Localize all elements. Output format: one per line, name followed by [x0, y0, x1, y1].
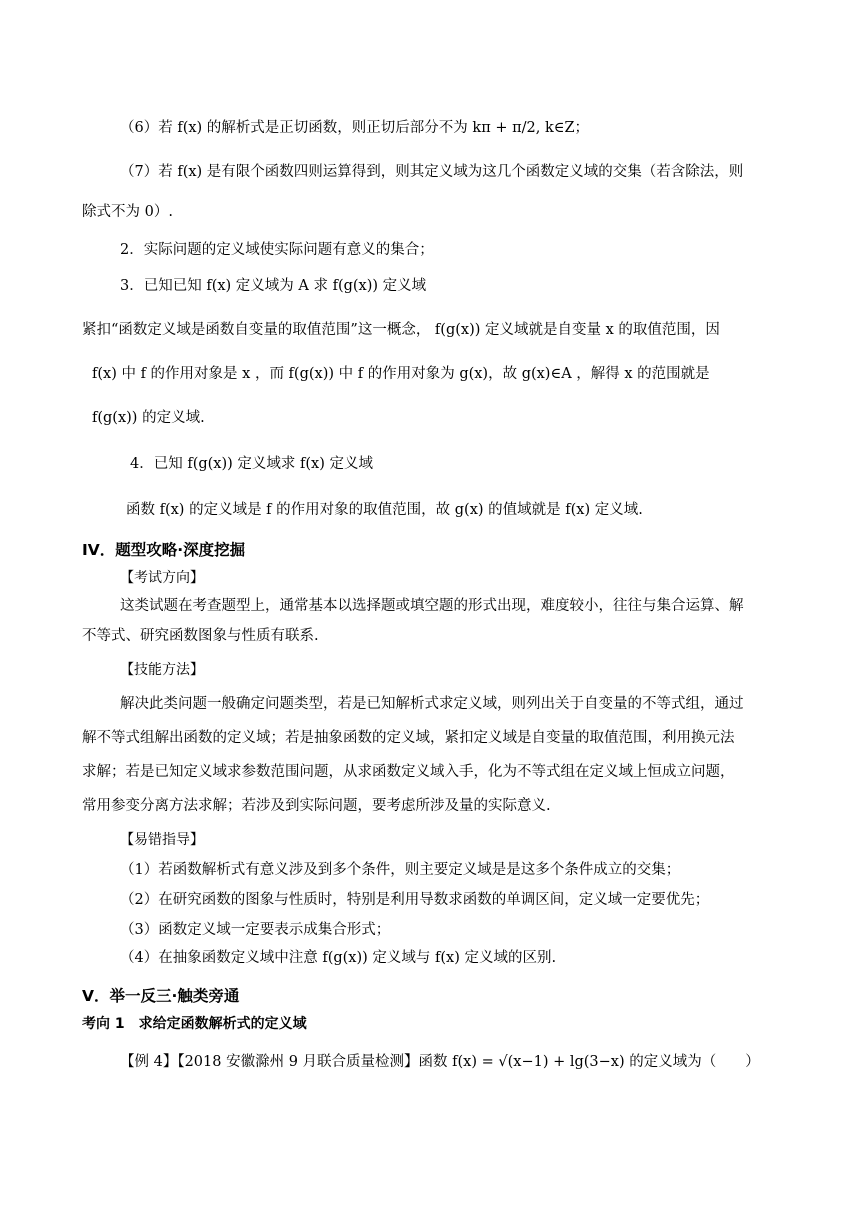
text-line-16: 解决此类问题一般确定问题类型，若是已知解析式求定义域，则列出关于自变量的不等式组，通过	[120, 696, 744, 712]
text-line-17: 解不等式组解出函数的定义域；若是抽象函数的定义域，紧扣定义域是自变量的取值范围，利用换元法	[82, 730, 735, 746]
tag-error-guide: 【易错指导】	[120, 832, 204, 848]
text-line-5: 3．已知已知 f(x) 定义域为 A 求 f(g(x)) 定义域	[120, 278, 427, 294]
text-line-23: （3）函数定义域一定要表示成集合形式；	[120, 922, 391, 938]
example-4: 【例 4】【2018 安徽滁州 9 月联合质量检测】函数 f(x) = √(x−1) + lg(3−x) 的定义域为（ ）	[120, 1054, 760, 1070]
text-line-8: f(g(x)) 的定义域.	[92, 410, 205, 426]
text-line-1: （6）若 f(x) 的解析式是正切函数，则正切后部分不为 kπ + π/2, k∈Z；	[120, 120, 590, 136]
text-line-6: 紧扣“函数定义域是函数自变量的取值范围”这一概念， f(g(x)) 定义域就是自变量 x 的取值范围，因	[82, 322, 720, 338]
tag-skill-method: 【技能方法】	[120, 662, 204, 678]
text-line-9: 4．已知 f(g(x)) 定义域求 f(x) 定义域	[130, 456, 373, 472]
text-line-19: 常用参变分离方法求解；若涉及到实际问题，要考虑所涉及量的实际意义.	[82, 798, 551, 814]
section-heading-iv: IV．题型攻略·深度挖掘	[82, 541, 246, 559]
text-line-22: （2）在研究函数的图象与性质时，特别是利用导数求函数的单调区间，定义域一定要优先；	[120, 892, 710, 908]
subsection-heading: 考向 1 求给定函数解析式的定义域	[82, 1016, 307, 1032]
text-line-18: 求解；若是已知定义域求参数范围问题，从求函数定义域入手，化为不等式组在定义域上恒成立问题，	[82, 764, 735, 780]
text-line-3: 除式不为 0）.	[82, 204, 173, 220]
text-line-14: 不等式、研究函数图象与性质有联系.	[82, 628, 319, 644]
text-line-21: （1）若函数解析式有意义涉及到多个条件，则主要定义域是是这多个条件成立的交集；	[120, 862, 681, 878]
text-line-2: （7）若 f(x) 是有限个函数四则运算得到，则其定义域为这几个函数定义域的交集（若含除法，则	[120, 164, 744, 180]
text-line-7: f(x) 中 f 的作用对象是 x ，而 f(g(x)) 中 f 的作用对象为 g(x)，故 g(x)∈A ，解得 x 的范围就是	[92, 366, 710, 382]
text-line-10: 函数 f(x) 的定义域是 f 的作用对象的取值范围，故 g(x) 的值域就是 f(x) 定义域.	[126, 502, 643, 518]
text-line-4: 2．实际问题的定义域使实际问题有意义的集合；	[120, 242, 434, 258]
tag-exam-direction: 【考试方向】	[120, 570, 204, 586]
text-line-13: 这类试题在考查题型上，通常基本以选择题或填空题的形式出现，难度较小，往往与集合运算、解	[120, 598, 744, 614]
section-heading-v: V．举一反三·触类旁通	[82, 987, 240, 1005]
text-line-24: （4）在抽象函数定义域中注意 f(g(x)) 定义域与 f(x) 定义域的区别.	[120, 950, 557, 966]
